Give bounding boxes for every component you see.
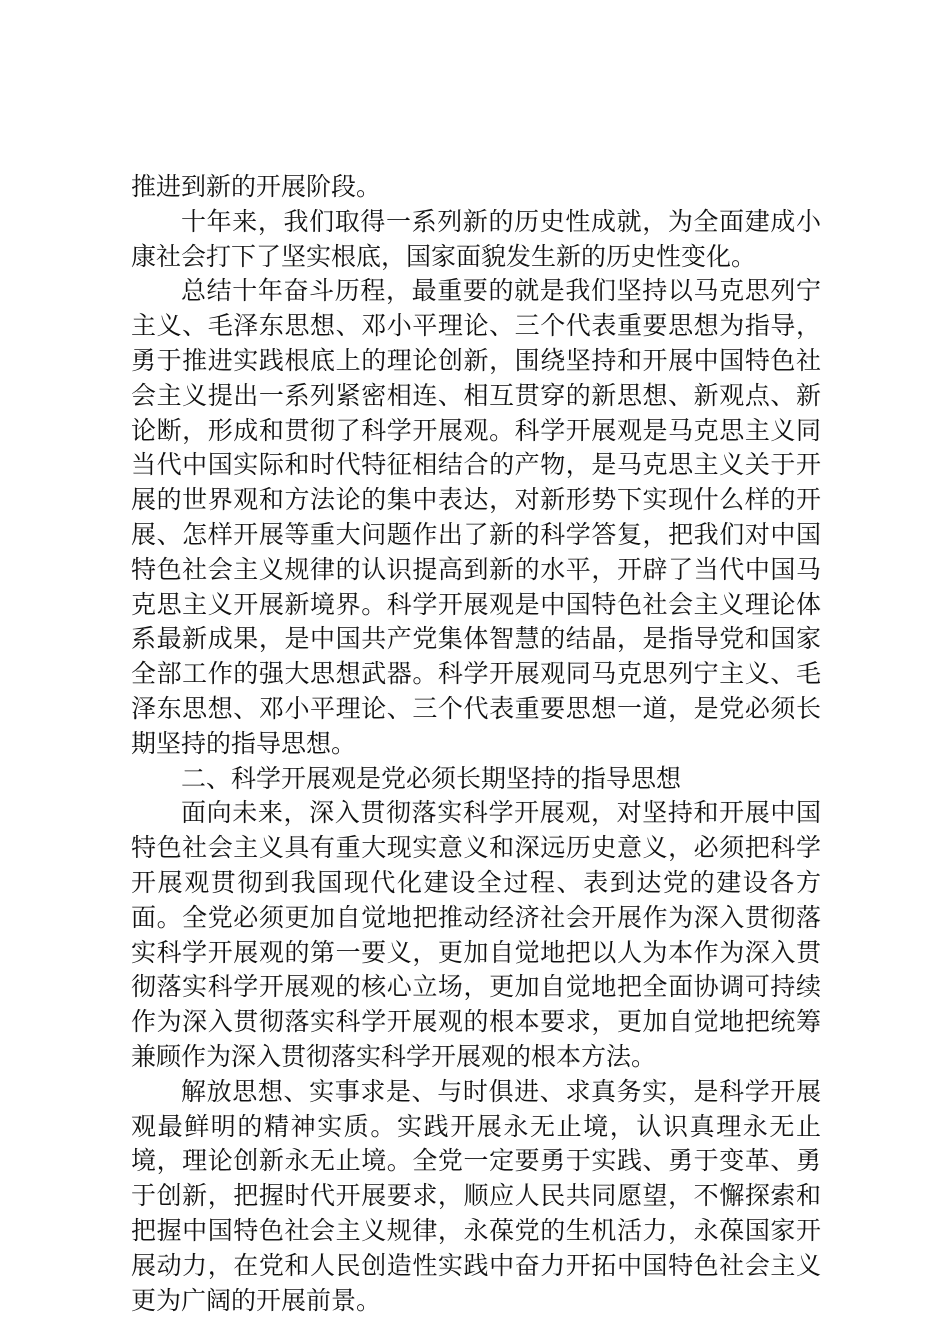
paragraph-future: 面向未来，深入贯彻落实科学开展观，对坚持和开展中国特色社会主义具有重大现实意义和深远历史意义，必须把科学开展观贯彻到我国现代化建设全过程、表到达党的建设各方面。全党必须更加自觉地把推动经济社会开展作为深入贯彻落实科学开展观的第一要义，更加自觉地把以人为本作为深入贯彻落实科学开展观的核心立场，更加自觉地把全面协调可持续作为深入贯彻落实科学开展观的根本要求，更加自觉地把统筹兼顾作为深入贯彻落实科学开展观的根本方法。: [131, 798, 821, 1071]
document-body: [131, 170, 821, 1318]
paragraph-continuation: 推进到新的开展阶段。: [131, 172, 382, 201]
paragraph-summary: 总结十年奋斗历程，最重要的就是我们坚持以马克思列宁主义、毛泽东思想、邓小平理论、三个代表重要思想为指导，勇于推进实践根底上的理论创新，围绕坚持和开展中国特色社会主义提出一系列紧密相连、相互贯穿的新思想、新观点、新论断，形成和贯彻了科学开展观。科学开展观是马克思主义同当代中国实际和时代特征相结合的产物，是马克思主义关于开展的世界观和方法论的集中表达，对新形势下实现什么样的开展、怎样开展等重大问题作出了新的科学答复，把我们对中国特色社会主义规律的认识提高到新的水平，开辟了当代中国马克思主义开展新境界。科学开展观是中国特色社会主义理论体系最新成果，是中国共产党集体智慧的结晶，是指导党和国家全部工作的强大思想武器。科学开展观同马克思列宁主义、毛泽东思想、邓小平理论、三个代表重要思想一道，是党必须长期坚持的指导思想。: [131, 276, 821, 758]
paragraph-essence: 解放思想、实事求是、与时俱进、求真务实，是科学开展观最鲜明的精神实质。实践开展永无止境，认识真理永无止境，理论创新永无止境。全党一定要勇于实践、勇于变革、勇于创新，把握时代开展要求，顺应人民共同愿望，不懈探索和把握中国特色社会主义规律，永葆党的生机活力，永葆国家开展动力，在党和人民创造性实践中奋力开拓中国特色社会主义更为广阔的开展前景。: [131, 1076, 821, 1315]
section-heading: 二、科学开展观是党必须长期坚持的指导思想: [181, 763, 682, 793]
paragraph-decade-achievements: 十年来，我们取得一系列新的历史性成就，为全面建成小康社会打下了坚实根底，国家面貌发生新的历史性变化。: [131, 206, 821, 271]
